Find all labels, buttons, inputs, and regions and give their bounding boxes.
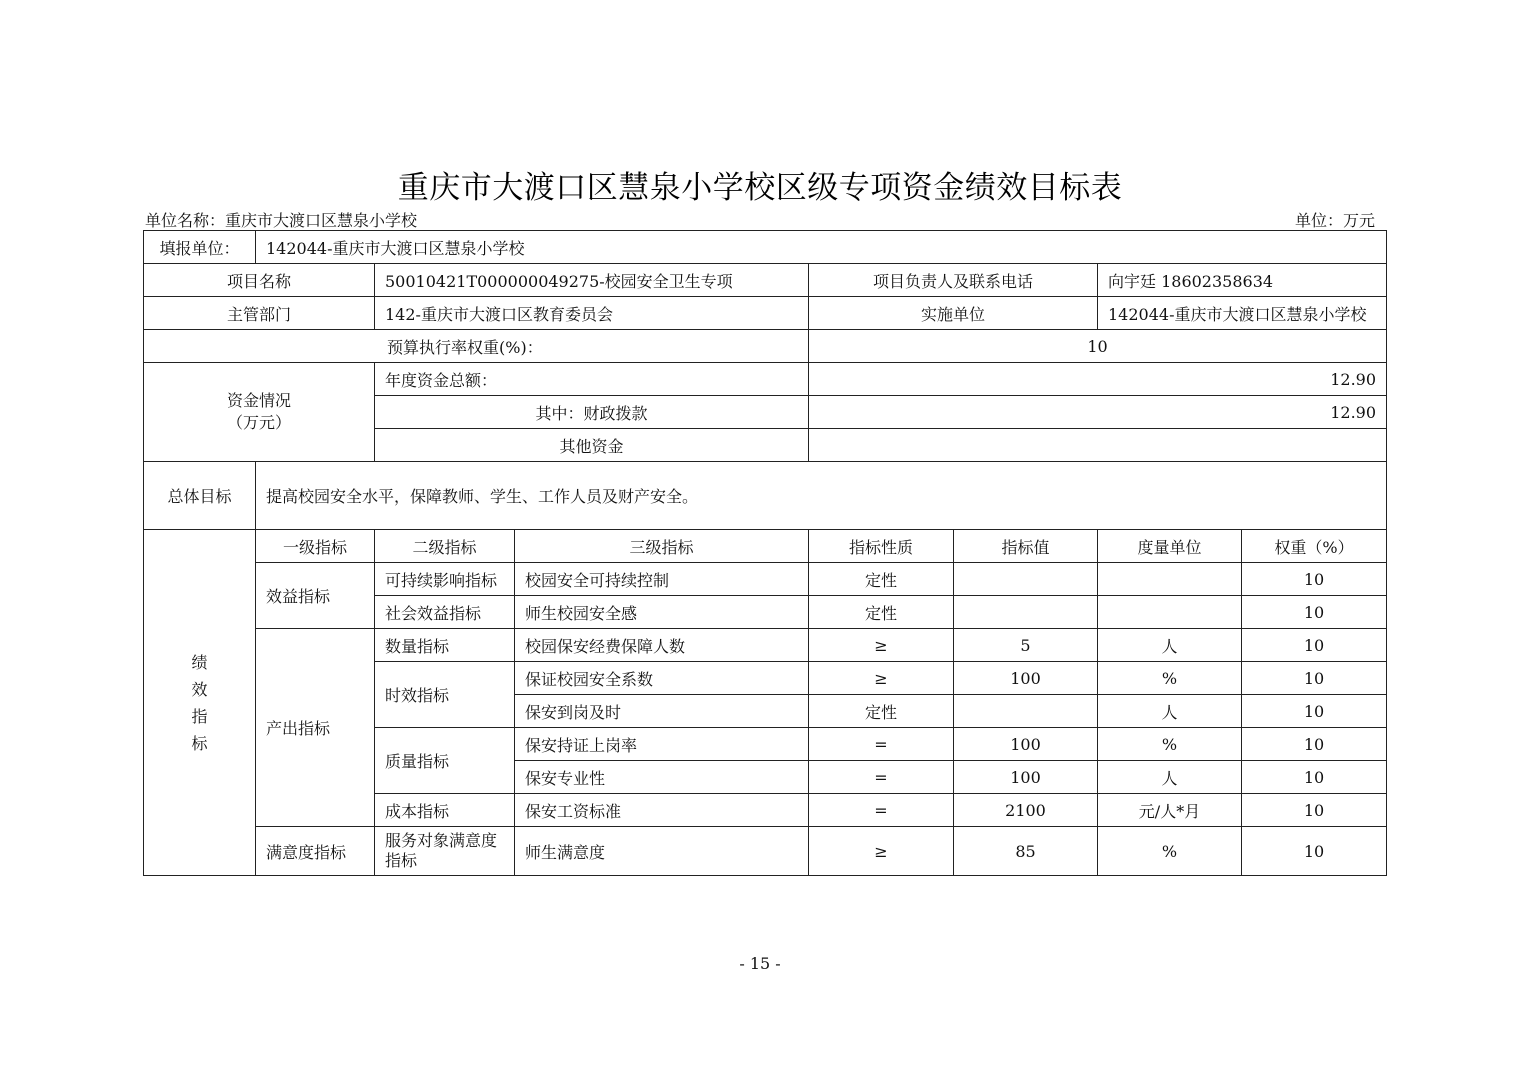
level2-timeliness: 时效指标 [375,662,515,728]
budget-rate-value: 10 [809,330,1387,363]
indicator-weight: 10 [1242,794,1387,827]
indicator-weight: 10 [1242,629,1387,662]
project-name-row [144,264,1387,297]
indicator-unit: % [1098,827,1242,876]
indicator-unit [1098,563,1242,596]
indicator-value: 100 [954,728,1098,761]
indicator-unit: 人 [1098,629,1242,662]
level3-name: 保安持证上岗率 [515,728,809,761]
indicator-value: 85 [954,827,1098,876]
header-value: 指标值 [954,530,1098,563]
level3-name: 师生校园安全感 [515,596,809,629]
level3-name: 师生满意度 [515,827,809,876]
page-title: 重庆市大渡口区慧泉小学校区级专项资金绩效目标表 [397,170,1123,206]
header-weight: 权重（%） [1242,530,1387,563]
indicator-row [144,563,1387,596]
level2-social: 社会效益指标 [375,596,515,629]
indicator-nature: = [809,761,954,794]
fill-unit-row [144,231,1387,264]
level3-name: 保安到岗及时 [515,695,809,728]
indicator-value [954,596,1098,629]
header-level3: 三级指标 [515,530,809,563]
implementing-unit-label: 实施单位 [809,297,1098,330]
header-unit: 度量单位 [1098,530,1242,563]
fill-unit-label: 填报单位： [144,231,256,264]
other-funds-value [809,429,1387,462]
indicator-value: 2100 [954,794,1098,827]
budget-rate-label: 预算执行率权重(%)： [144,330,809,363]
fill-unit-value: 142044-重庆市大渡口区慧泉小学校 [256,231,1387,264]
indicator-unit: % [1098,662,1242,695]
annual-total-value: 12.90 [809,363,1387,396]
indicator-header-row [144,530,1387,563]
implementing-unit-value: 142044-重庆市大渡口区慧泉小学校 [1098,297,1387,330]
project-leader-value: 向宇廷 18602358634 [1098,264,1387,297]
level3-name: 校园安全可持续控制 [515,563,809,596]
level2-sustainable: 可持续影响指标 [375,563,515,596]
overall-goal-label: 总体目标 [144,462,256,530]
side-label-char: 绩 [191,652,208,672]
currency-unit-label: 单位：万元 [1294,211,1375,230]
indicator-nature: ≥ [809,662,954,695]
project-name-label: 项目名称 [144,264,375,297]
overall-goal-row [144,462,1387,530]
indicator-row [144,629,1387,662]
other-funds-label: 其他资金 [375,429,809,462]
indicator-weight: 10 [1242,728,1387,761]
indicator-nature: 定性 [809,563,954,596]
level2-service-satisfaction: 服务对象满意度指标 [375,827,515,876]
indicator-unit [1098,596,1242,629]
header-level1: 一级指标 [256,530,375,563]
level3-name: 保安专业性 [515,761,809,794]
fiscal-value: 12.90 [809,396,1387,429]
annual-total-row [144,363,1387,396]
indicator-unit: % [1098,728,1242,761]
level2-cost: 成本指标 [375,794,515,827]
indicator-nature: = [809,794,954,827]
unit-name-label: 单位名称：重庆市大渡口区慧泉小学校 [145,211,418,230]
indicator-nature: ≥ [809,827,954,876]
indicator-weight: 10 [1242,695,1387,728]
indicator-nature: 定性 [809,596,954,629]
department-value: 142-重庆市大渡口区教育委员会 [375,297,809,330]
indicator-value: 100 [954,761,1098,794]
level3-name: 保证校园安全系数 [515,662,809,695]
indicator-value [954,563,1098,596]
header-nature: 指标性质 [809,530,954,563]
side-label-char: 标 [191,733,208,753]
indicator-weight: 10 [1242,761,1387,794]
performance-indicator-side-label [144,530,256,876]
level1-output: 产出指标 [256,629,375,827]
level2-quality: 质量指标 [375,728,515,794]
funds-label-line2: （万元） [226,413,291,432]
indicator-value: 5 [954,629,1098,662]
indicator-nature: = [809,728,954,761]
funds-label [144,363,375,462]
project-name-value: 50010421T000000049275-校园安全卫生专项 [375,264,809,297]
department-row [144,297,1387,330]
annual-total-label: 年度资金总额： [375,363,809,396]
level3-name: 保安工资标准 [515,794,809,827]
indicator-nature: ≥ [809,629,954,662]
level1-satisfaction: 满意度指标 [256,827,375,876]
level2-quantity: 数量指标 [375,629,515,662]
side-label-char: 效 [191,679,208,699]
indicator-value [954,695,1098,728]
indicator-weight: 10 [1242,596,1387,629]
indicator-weight: 10 [1242,662,1387,695]
fiscal-label: 其中：财政拨款 [375,396,809,429]
indicator-value: 100 [954,662,1098,695]
indicator-row [144,827,1387,876]
side-label-char: 指 [191,706,208,726]
header-level2: 二级指标 [375,530,515,563]
indicator-unit: 人 [1098,695,1242,728]
indicator-unit: 人 [1098,761,1242,794]
performance-target-table [143,230,1387,876]
budget-rate-row [144,330,1387,363]
level1-benefit: 效益指标 [256,563,375,629]
overall-goal-value: 提高校园安全水平，保障教师、学生、工作人员及财产安全。 [256,462,1387,530]
indicator-nature: 定性 [809,695,954,728]
department-label: 主管部门 [144,297,375,330]
indicator-weight: 10 [1242,827,1387,876]
level3-name: 校园保安经费保障人数 [515,629,809,662]
project-leader-label: 项目负责人及联系电话 [809,264,1098,297]
indicator-weight: 10 [1242,563,1387,596]
indicator-unit: 元/人*月 [1098,794,1242,827]
funds-label-line1: 资金情况 [226,391,291,410]
page-number: - 15 - [739,954,781,973]
